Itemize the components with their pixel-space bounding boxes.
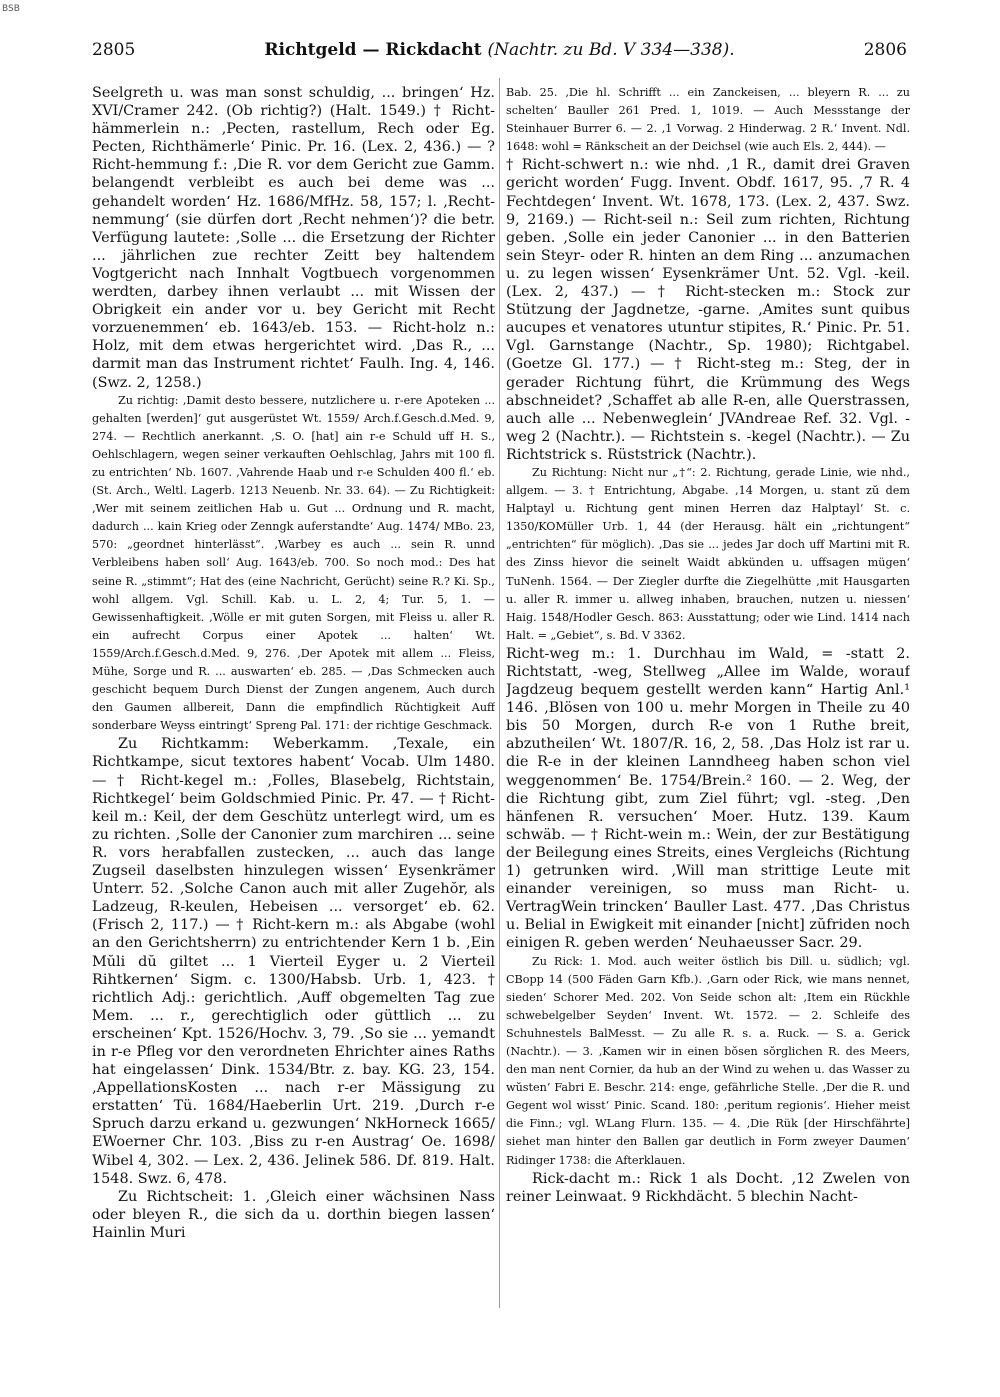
running-title-subtitle: (Nachtr. zu Bd. V 334—338). bbox=[487, 40, 735, 60]
entry-paragraph: Zu Richtscheit: 1. ‚Gleich einer wăchsinen Nass oder bleyen R., die sich da u. dorthin biegen lassen‘ Hainlin Muri bbox=[92, 1188, 495, 1241]
entry-paragraph: Richt-weg m.: 1. Durchhau im Wald, = -statt 2. Richtstatt, -weg, Stellweg „Allee im Walde, worauf Jagdzeug bequem gestellt werden kann“ Hartig Anl.¹ 146. ‚Blösen von 100 u. mehr Morgen in Theile zu 40 bis 50 Morgen, durch R-e von 1 Ruthe breit, abzutheilen‘ Wt. 1807/R. 16, 2, 58. ‚Das Holz ist rar u. die R-e in der kleinen Lanndheeg haben schon viel weggenommen‘ Be. 1754/Brein.² 160. — 2. Weg, der die Richtung gibt, zum Ziel führt; vgl. -steg. ‚Den hänfenen R. versuchen‘ Moer. Hutz. 139. Kaum schwäb. — † Richt-wein m.: Wein, der zur Bestätigung der Beilegung eines Streits, eines Vergleichs (Richtung 1) getrunken wird. ‚Will man strittige Leute mit einander vereinigen, so muss man Richt- u. VertragWein trincken‘ Bauller Last. 477. ‚Das Christus u. Belial in Ewigkeit mit einander [nicht] zŭfriden noch einigen R. geben werden‘ Neuhaeusser Sacr. 29. bbox=[506, 645, 910, 952]
page-header bbox=[92, 38, 907, 68]
entry-paragraph: Zu richtig: ‚Damit desto bessere, nutzlichere u. r-ere Apoteken ... gehalten [werden]‘ gut ausgerüstet Wt. 1559/ Arch.f.Gesch.d.Med. 9, 274. — Rechtlich anerkannt. ‚S. O. [hat] ain r-e Schuld uff H. S., Oehlschlagern, wegen seiner verkauften Oehlschlag, Jahrs mit 100 fl. zu entrichten‘ Nb. 1607. ‚Vahrende Haab und r-e Schulden 400 fl.‘ eb. (St. Arch., Weltl. Lagerb. 1213 Neuenb. Nr. 33. 64). — Zu Richtigkeit: ‚Wer mit seinem zeitlichen Hab u. Gut ... Ordnung und R. macht, dadurch ... kain Krieg oder Zenngk auferstandte‘ Aug. 1474/ MBo. 23, 570: „geordnet hinterlässt“. ‚Warbey es auch ... sein R. unnd Verbleibens haben soll‘ Aug. 1643/eb. 700. So noch mod.: Des hat seine R. „stimmt“; Hat des (eine Nachricht, Gerücht) seine R.? Ki. Sp., wohl allgem. Vgl. Schill. Kab. u. L. 2, 4; Tur. 5, 1. — Gewissenhaftigkeit. ‚Wölle er mit guten Sorgen, mit Fleiss u. aller R. ein aufrecht Corpus einer Apotek ... halten‘ Wt. 1559/Arch.f.Gesch.d.Med. 9, 276. ‚Der Apotek mit allem ... Fleiss, Mühe, Sorge und R. ... auswarten‘ eb. 285. — ‚Das Schmecken auch geschicht bequem Durch Dienst der Zungen angenem, Auch durch den Gaumen allbereit, Dann die empfindlich Rŭchtigkeit Auff sonderbare Weyss eintringt‘ Spreng Pal. 171: der richtige Geschmack. bbox=[92, 393, 495, 733]
entry-paragraph: Rick-dacht m.: Rick 1 als Docht. ‚12 Zwelen von reiner Leinwaat. 9 Rickhdächt. 5 blechin Nacht- bbox=[506, 1170, 910, 1205]
left-column bbox=[92, 84, 495, 1384]
column-divider bbox=[499, 78, 500, 1308]
entry-paragraph: Zu Richtung: Nicht nur „†“: 2. Richtung, gerade Linie, wie nhd., allgem. — 3. † Entrichtung, Abgabe. ‚14 Morgen, u. stant zŭ dem Halptayl u. Richtung gent minen Herren daz Halptayl‘ St. c. 1350/KOMüller Urb. 1, 44 (der Herausg. hält ein „richtungent“ „entrichten“ für möglich). ‚Das sie ... jedes Jar doch uff Martini mit R. des Zinss hievor die seinelt Waidt abkünden u. uffsagen mügen‘ TuNenh. 1564. — Der Ziegler durfte die Ziegelhütte ‚mit Hausgarten u. aller R. immer u. allweg inhaben, brauchen, nutzen u. niessen‘ Haig. 1548/Hodler Gesch. 863: Ausstattung; oder wie Lind. 1414 nach Halt. = „Gebiet“, s. Bd. V 3362. bbox=[506, 465, 910, 642]
entry-paragraph: Seelgreth u. was man sonst schuldig, ... bringen‘ Hz. XVI/Cramer 242. (Ob richtig?) (Halt. 1549.) † Richt-hämmerlein n.: ‚Pecten, rastellum, Rech oder Eg. Pecten, Richthämerle‘ Pinic. Pr. 16. (Lex. 2, 436.) — ? Richt-hemmung f.: ‚Die R. vor dem Gericht zue Gamm. belangendt verbleibt es auch bei deme was ... gehandelt worden‘ Hz. 1686/MfHz. 58, 157; l. ‚Recht-nemmung‘ (sie dürfen dort ‚Recht nehmen‘)? die betr. Verfügung lautete: ‚Solle ... die Ersetzung der Richter ... jährlichen zue rechter Zeitt bey haltendem Vogtgericht nach Innhalt Vogtbuech vorgenommen werdten, darbey ihnen verlaubt ... mit Wissen der Obrigkeit ein ander vor u. bey Gericht mit Recht vorzuenemmen‘ eb. 1643/eb. 153. — Richt-holz n.: Holz, mit dem etwas hergerichtet wird. ‚Das R., ... darmit man das Instrument richtet‘ Faulh. Ing. 4, 146. (Swz. 2, 1258.) bbox=[92, 85, 495, 391]
entry-paragraph: Zu Rick: 1. Mod. auch weiter östlich bis Dill. u. südlich; vgl. CBopp 14 (500 Fäden Garn Kfb.). ‚Garn oder Rick, wie mans nennet, sieden‘ Schorer Med. 202. Von Seide schon alt: ‚Item ein Rückhle schwebelgelber Seyden‘ Invent. Wt. 1572. — 2. Schleife des Schuhnestels BalMesst. — Zu alle R. s. a. Ruck. — S. a. Gerick (Nachtr.). — 3. ‚Kamen wir in einen bŏsen sŏrglichen R. des Meers, den man nent Cornier, da hub an der Wind zu wehen u. das Wasser zu wŭsten‘ Fabri E. Beschr. 214: enge, gefährliche Stelle. ‚Der die R. und Gegent wol wisst‘ Pinic. Scand. 180: ‚peritum regionis‘. Hieher meist die Finn.; vgl. WLang Flurn. 135. — 4. ‚Die Rük [der Hirschfährte] siehet man hinter den Ballen gar deutlich in Form zweyer Daumen‘ Ridinger 1738: die Afterklauen. bbox=[506, 954, 910, 1167]
entry-paragraph: † Richt-schwert n.: wie nhd. ‚1 R., damit drei Graven gericht worden‘ Fugg. Invent. Obdf. 1617, 95. ‚7 R. 4 Fechtdegen‘ Invent. Wt. 1678, 173. (Lex. 2, 437. Swz. 9, 2169.) — Richt-seil n.: Seil zum richten, Richtung geben. ‚Solle ein jeder Canonier ... in den Batterien sein Steyr- oder R. hinten an dem Ring ... anzumachen u. zu legen wissen‘ Eysenkrämer Unt. 52. Vgl. -keil. (Lex. 2, 437.) — † Richt-stecken m.: Stock zur Stützung der Jagdnetze, -garne. ‚Amites sunt quibus aucupes et venatores utuntur stipites, R.‘ Pinic. Pr. 51. Vgl. Garnstange (Nachtr., Sp. 1980); Richtgabel. (Goetze Gl. 177.) — † Richt-steg m.: Steg, der in gerader Richtung führt, die Krümmung des Wegs abschneidet? ‚Schaffet ab alle R-en, alle Querstrassen, auch alle ... Nebenweglein‘ JVAndreae Ref. 32. Vgl. -weg 2 (Nachtr.). — Richtstein s. -kegel (Nachtr.). — Zu Richtstrick s. Rüststrick (Nachtr.). bbox=[506, 157, 910, 463]
running-title-main: Richtgeld — Rickdacht bbox=[264, 40, 482, 60]
entry-paragraph: Bab. 25. ‚Die hl. Schrifft ... ein Zanckeisen, ... bleyern R. ... zu schelten‘ Bauller 261 Pred. 1, 1019. — Auch Messstange der Steinhauer Burrer 6. — 2. ‚1 Vorwag. 2 Hinderwag. 2 R.‘ Invent. Ndl. 1648: wohl = Ränkscheit an der Deichsel (wie auch Els. 2, 444). — bbox=[506, 86, 910, 154]
page-number-left: 2805 bbox=[92, 40, 136, 60]
running-title bbox=[92, 40, 907, 60]
page-number-right: 2806 bbox=[863, 40, 907, 60]
entry-paragraph: Zu Richtkamm: Weberkamm. ‚Texale, ein Richtkampe, sicut textores habent‘ Vocab. Ulm 1480. — † Richt-kegel m.: ‚Folles, Blasebelg, Richtstain, Richtkegel‘ beim Goldschmied Pinic. Pr. 47. — † Richt-keil m.: Keil, der dem Geschütz unterlegt wird, um es zu richten. ‚Solle der Canonier zum marchiren ... seine R. vors herabfallen zustecken, ... auch das lange Zugseil daselbsten hinzulegen wissen‘ Eysenkrämer Unterr. 52. ‚Solche Canon auch mit aller Zugehŏr, als Ladzeug, R-keulen, Hebeisen ... versorget‘ eb. 62. (Frisch 2, 117.) — † Richt-kern m.: als Abgabe (wohl an den Gerichtsherrn) zu entrichtender Kern 1 b. ‚Ein Mŭli dŭ giltet ... 1 Vierteil Eyger u. 2 Vierteil Rihtkernen‘ Sigm. c. 1300/Habsb. Urb. 1, 423. † richtlich Adj.: gerichtlich. ‚Auff obgemelten Tag zue Mem. ... r., gerechtiglich oder güttlich ... zu erscheinen‘ Kpt. 1526/Hochv. 3, 79. ‚So sie ... yemandt in r-e Pfleg vor den verordneten Ehrichter aines Raths hat eingelassen‘ Dink. 1534/Btr. z. bay. KG. 23, 154. ‚AppellationsKosten ... nach r-er Mässigung zu erstatten‘ Tü. 1684/Haeberlin Urt. 219. ‚Durch r-e Spruch darzu erkand u. gezwungen‘ NkHorneck 1665/ EWoerner Chr. 103. ‚Biss zu r-en Austrag‘ Oe. 1698/ Wibel 4, 302. — Lex. 2, 436. Jelinek 586. Df. 819. Halt. 1548. Swz. 6, 478. bbox=[92, 736, 495, 1187]
library-stamp: BSB bbox=[2, 4, 20, 14]
right-column bbox=[506, 84, 910, 1384]
